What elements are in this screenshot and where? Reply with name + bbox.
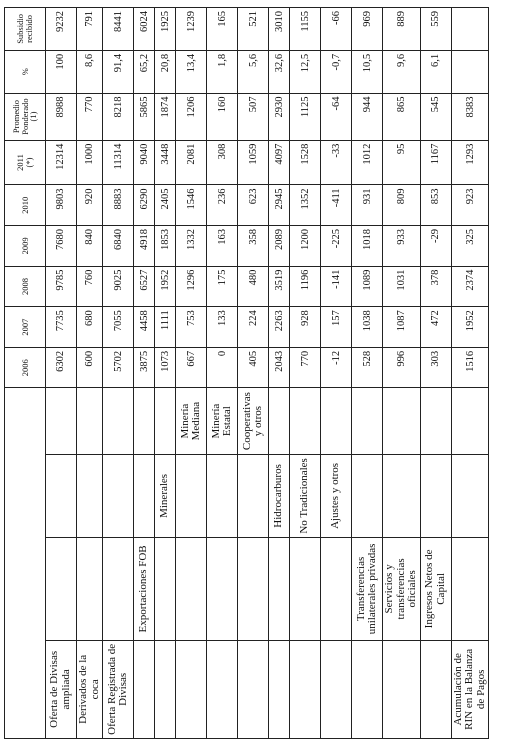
value-cell: 9785 [46,266,77,307]
value-cell: 1516 [451,347,489,388]
value-cell: -0,7 [321,50,352,93]
value-cell: 163 [207,226,238,267]
value-cell: 3875 [134,347,155,388]
value-cell: 1167 [420,140,451,185]
value-cell: 308 [207,140,238,185]
value-cell: 6840 [103,226,134,267]
row-label-cell [420,454,451,537]
row-label-cell [290,538,321,641]
value-cell: 753 [176,307,207,348]
header-cell: Promedio Ponderado (1) [5,93,46,140]
value-cell: 8383 [451,93,489,140]
value-cell: 8218 [103,93,134,140]
table-row [269,8,290,739]
row-label-cell: Cooperativas y otros [238,388,269,454]
value-cell: 1874 [155,93,176,140]
row-label-cell [77,538,103,641]
row-label-cell [103,538,134,641]
row-label-cell [155,388,176,454]
value-cell: 1952 [451,307,489,348]
value-cell: 3519 [269,266,290,307]
value-cell: 6527 [134,266,155,307]
row-label-cell [269,388,290,454]
value-cell: 12,5 [290,50,321,93]
value-cell: 2945 [269,185,290,226]
row-label-cell: Derivados de la coca [77,640,103,738]
value-cell: 7680 [46,226,77,267]
value-cell: 405 [238,347,269,388]
value-cell: 6024 [134,8,155,51]
row-label-cell: Exportaciones FOB [134,538,155,641]
row-label-cell: Minerales [155,454,176,537]
row-label-cell [420,640,451,738]
value-cell: -33 [321,140,352,185]
value-cell: 2089 [269,226,290,267]
row-label-cell [207,640,238,738]
value-cell: 1073 [155,347,176,388]
row-label-cell [207,454,238,537]
row-label-cell [176,454,207,537]
row-label-cell: No Tradicionales [290,454,321,537]
value-cell: 9232 [46,8,77,51]
value-cell: 1111 [155,307,176,348]
value-cell: 91,4 [103,50,134,93]
row-label-cell [155,538,176,641]
row-label-cell [383,640,421,738]
value-cell: 65,2 [134,50,155,93]
row-label-cell [134,388,155,454]
value-cell: 865 [383,93,421,140]
value-cell: 933 [383,226,421,267]
row-label-cell [269,640,290,738]
value-cell: 11314 [103,140,134,185]
value-cell: 7055 [103,307,134,348]
value-cell: 325 [451,226,489,267]
value-cell: 10,5 [352,50,383,93]
header-label-cell [5,388,46,739]
row-label-cell [321,538,352,641]
row-label-cell: Servicios y transferencias oficiales [383,538,421,641]
value-cell: 7735 [46,307,77,348]
value-cell: 1059 [238,140,269,185]
value-cell: 760 [77,266,103,307]
value-cell: 528 [352,347,383,388]
value-cell: 1239 [176,8,207,51]
row-label-cell: Oferta Registrada de Divisas [103,640,134,738]
value-cell: 507 [238,93,269,140]
row-label-cell [451,388,489,454]
row-label-cell: Oferta de Divisas ampliada [46,640,77,738]
value-cell: 969 [352,8,383,51]
value-cell: 6290 [134,185,155,226]
row-label-cell [155,640,176,738]
row-label-cell [134,454,155,537]
table-row [46,8,77,739]
value-cell: 791 [77,8,103,51]
row-label-cell [352,388,383,454]
value-cell: 303 [420,347,451,388]
table-row [207,8,238,739]
value-cell: 0 [207,347,238,388]
header-cell: 2006 [5,347,46,388]
table-row [238,8,269,739]
value-cell: 1000 [77,140,103,185]
header-cell: % [5,50,46,93]
value-cell [451,50,489,93]
value-cell: 559 [420,8,451,51]
value-cell: 1196 [290,266,321,307]
value-cell: 472 [420,307,451,348]
value-cell: 9040 [134,140,155,185]
value-cell: 9803 [46,185,77,226]
value-cell: 2081 [176,140,207,185]
value-cell: 2043 [269,347,290,388]
value-cell: 5,6 [238,50,269,93]
row-label-cell [103,388,134,454]
value-cell: 95 [383,140,421,185]
row-label-cell [352,640,383,738]
row-label-cell: Ajustes y otros [321,454,352,537]
value-cell: 809 [383,185,421,226]
value-cell: 358 [238,226,269,267]
value-cell: 1087 [383,307,421,348]
row-label-cell [77,388,103,454]
value-cell: 8,6 [77,50,103,93]
value-cell: 545 [420,93,451,140]
value-cell: 667 [176,347,207,388]
row-label-cell [269,538,290,641]
value-cell: 20,8 [155,50,176,93]
value-cell: 5865 [134,93,155,140]
table-row [176,8,207,739]
table-row [77,8,103,739]
value-cell: 4458 [134,307,155,348]
value-cell: 1038 [352,307,383,348]
row-label-cell [290,388,321,454]
value-cell: 853 [420,185,451,226]
value-cell: 32,6 [269,50,290,93]
row-label-cell [383,388,421,454]
value-cell: -225 [321,226,352,267]
row-label-cell [46,538,77,641]
value-cell: 160 [207,93,238,140]
balance-table [4,7,489,739]
value-cell: 3448 [155,140,176,185]
row-label-cell [352,454,383,537]
value-cell: 1528 [290,140,321,185]
value-cell: 100 [46,50,77,93]
value-cell: 944 [352,93,383,140]
value-cell: 928 [290,307,321,348]
header-cell: 2008 [5,266,46,307]
row-label-cell: Minería Estatal [207,388,238,454]
value-cell: 4097 [269,140,290,185]
row-label-cell [207,538,238,641]
header-cell: 2011 (*) [5,140,46,185]
table-row [420,8,451,739]
row-label-cell [176,640,207,738]
value-cell: 600 [77,347,103,388]
value-cell: 3010 [269,8,290,51]
value-cell: 4918 [134,226,155,267]
value-cell: 1031 [383,266,421,307]
row-label-cell: Hidrocarburos [269,454,290,537]
value-cell: 1012 [352,140,383,185]
value-cell: 1206 [176,93,207,140]
value-cell: -66 [321,8,352,51]
value-cell: 165 [207,8,238,51]
value-cell: -411 [321,185,352,226]
table-row [451,8,489,739]
value-cell: -141 [321,266,352,307]
value-cell: 1200 [290,226,321,267]
header-cell: 2010 [5,185,46,226]
table-body [5,8,489,739]
value-cell: 1089 [352,266,383,307]
row-label-cell [46,454,77,537]
value-cell: 840 [77,226,103,267]
value-cell: 133 [207,307,238,348]
value-cell: 6302 [46,347,77,388]
value-cell: 224 [238,307,269,348]
value-cell: 889 [383,8,421,51]
value-cell: 2930 [269,93,290,140]
value-cell: 1155 [290,8,321,51]
value-cell: 1296 [176,266,207,307]
value-cell: 2374 [451,266,489,307]
value-cell: 1,8 [207,50,238,93]
value-cell: 1952 [155,266,176,307]
table-row [383,8,421,739]
table-row [352,8,383,739]
value-cell: 996 [383,347,421,388]
row-label-cell: Ingresos Netos de Capital [420,538,451,641]
table-row [321,8,352,739]
row-label-cell [238,454,269,537]
table-row [290,8,321,739]
row-label-cell [46,388,77,454]
value-cell: -29 [420,226,451,267]
row-label-cell [451,538,489,641]
value-cell: 157 [321,307,352,348]
value-cell: 1546 [176,185,207,226]
row-label-cell [321,640,352,738]
value-cell: 12314 [46,140,77,185]
table-row [155,8,176,739]
header-cell: 2009 [5,226,46,267]
value-cell: 378 [420,266,451,307]
value-cell: -12 [321,347,352,388]
header-row [5,8,46,739]
value-cell: 8883 [103,185,134,226]
value-cell: -64 [321,93,352,140]
value-cell: 931 [352,185,383,226]
value-cell: 5702 [103,347,134,388]
row-label-cell [321,388,352,454]
row-label-cell [383,454,421,537]
value-cell: 623 [238,185,269,226]
row-label-cell: Minería Mediana [176,388,207,454]
value-cell: 6,1 [420,50,451,93]
value-cell: 480 [238,266,269,307]
value-cell: 2263 [269,307,290,348]
value-cell: 680 [77,307,103,348]
value-cell: 521 [238,8,269,51]
row-label-cell: Acumulación de RIN en la Balanza de Pagos [451,640,489,738]
value-cell: 770 [77,93,103,140]
row-label-cell [451,454,489,537]
value-cell: 8441 [103,8,134,51]
value-cell: 1925 [155,8,176,51]
value-cell: 770 [290,347,321,388]
value-cell: 8988 [46,93,77,140]
value-cell: 923 [451,185,489,226]
table-row [103,8,134,739]
value-cell: 175 [207,266,238,307]
value-cell: 13,4 [176,50,207,93]
value-cell [451,8,489,51]
value-cell: 1332 [176,226,207,267]
value-cell: 9025 [103,266,134,307]
value-cell: 9,6 [383,50,421,93]
value-cell: 2405 [155,185,176,226]
value-cell: 1125 [290,93,321,140]
row-label-cell [238,640,269,738]
value-cell: 236 [207,185,238,226]
value-cell: 1293 [451,140,489,185]
row-label-cell [290,640,321,738]
row-label-cell [420,388,451,454]
header-cell: 2007 [5,307,46,348]
row-label-cell [103,454,134,537]
value-cell: 1352 [290,185,321,226]
row-label-cell [176,538,207,641]
value-cell: 920 [77,185,103,226]
row-label-cell [238,538,269,641]
value-cell: 1853 [155,226,176,267]
header-cell: Subsidio recibido [5,8,46,51]
row-label-cell [134,640,155,738]
row-label-cell [77,454,103,537]
value-cell: 1018 [352,226,383,267]
table-row [134,8,155,739]
row-label-cell: Transferencias unilaterales privadas [352,538,383,641]
